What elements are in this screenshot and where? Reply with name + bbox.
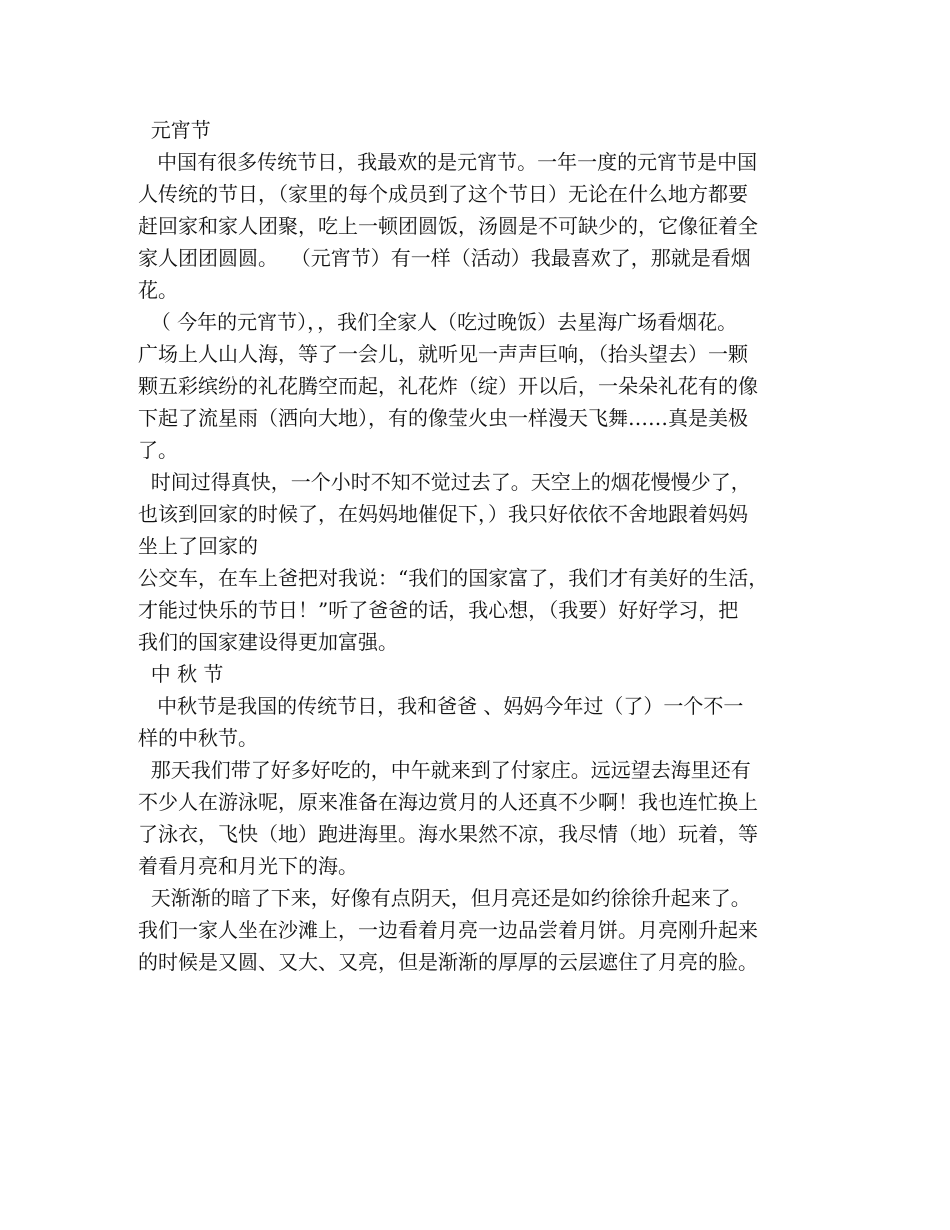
text-line: 了泳衣，飞快（地）跑进海里。海水果然不凉，我尽情（地）玩着，等: [138, 822, 758, 846]
text-line: 下起了流星雨（洒向大地），有的像莹火虫一样漫天飞舞……真是美极: [138, 406, 748, 430]
text-line: 才能过快乐的节日！”听了爸爸的话，我心想，（我要）好好学习，把: [138, 598, 739, 622]
text-line: 中秋节是我国的传统节日，我和爸爸 、妈妈今年过（了）一个不一: [138, 694, 744, 718]
text-line: 赶回家和家人团聚，吃上一顿团圆饭，汤圆是不可缺少的，它像征着全: [138, 214, 758, 238]
document-body: [138, 114, 838, 978]
section-title-yuanxiao: 元宵节: [138, 118, 211, 142]
text-line: 花。: [138, 278, 178, 302]
text-line: 颗五彩缤纷的礼花腾空而起，礼花炸（绽）开以后，一朵朵礼花有的像: [138, 374, 758, 398]
text-line: 的时候是又圆、又大、又亮，但是渐渐的厚厚的云层遮住了月亮的脸。: [138, 950, 758, 974]
text-line: 我们一家人坐在沙滩上，一边看着月亮一边品尝着月饼。月亮刚升起来: [138, 918, 758, 942]
text-line: 天渐渐的暗了下来，好像有点阴天，但月亮还是如约徐徐升起来了。: [138, 886, 751, 910]
text-line: 那天我们带了好多好吃的，中午就来到了付家庄。远远望去海里还有: [138, 758, 751, 782]
text-line: 公交车，在车上爸把对我说：“我们的国家富了，我们才有美好的生活，: [138, 566, 769, 590]
text-line: （ 今年的元宵节），，我们全家人（吃过晚饭）去星海广场看烟花。: [138, 310, 738, 334]
section-title-zhongqiu: 中 秋 节: [138, 662, 224, 686]
text-line: 时间过得真快，一个小时不知不觉过去了。天空上的烟花慢慢少了，: [138, 470, 751, 494]
text-line: 中国有很多传统节日，我最欢的是元宵节。一年一度的元宵节是中国: [138, 150, 758, 174]
text-line: 了。: [138, 438, 178, 462]
text-line: 样的中秋节。: [138, 726, 258, 750]
text-line: 着看月亮和月光下的海。: [138, 854, 358, 878]
text-line: 家人团团圆圆。 （元宵节）有一样（活动）我最喜欢了，那就是看烟: [138, 246, 751, 270]
text-line: 人传统的节日，（家里的每个成员到了这个节日）无论在什么地方都要: [138, 182, 748, 206]
text-line: 也该到回家的时候了，在妈妈地催促下，）我只好依依不舍地跟着妈妈: [138, 502, 748, 526]
text-line: 广场上人山人海，等了一会儿，就听见一声声巨响，（抬头望去）一颗: [138, 342, 748, 366]
text-line: 坐上了回家的: [138, 534, 258, 558]
text-line: 不少人在游泳呢，原来准备在海边赏月的人还真不少啊！我也连忙换上: [138, 790, 758, 814]
text-line: 我们的国家建设得更加富强。: [138, 630, 398, 654]
